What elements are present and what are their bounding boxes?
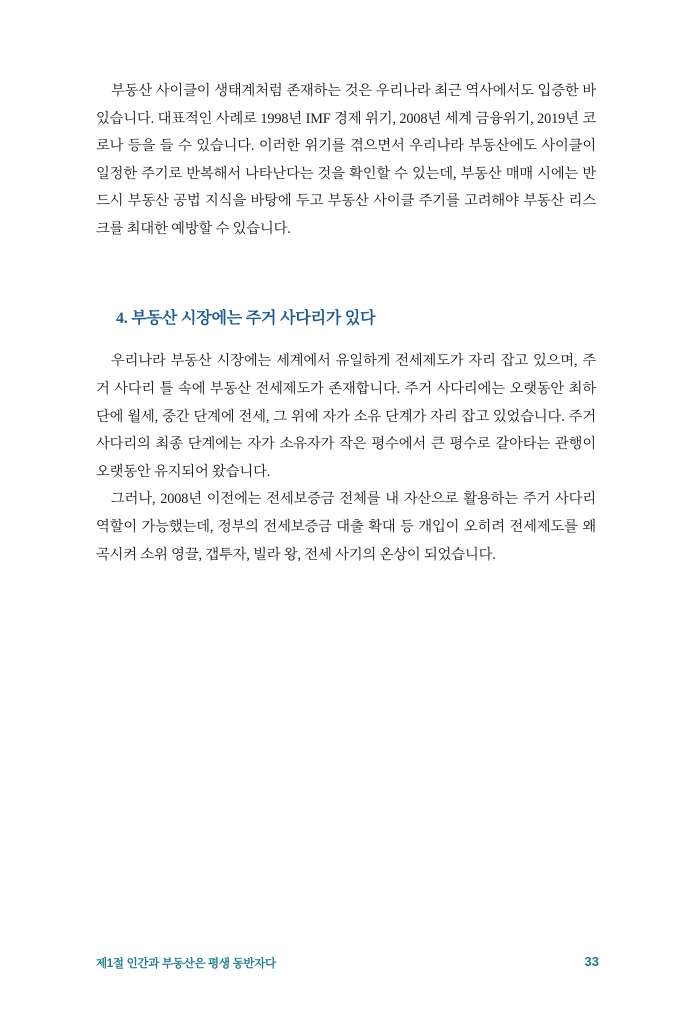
intro-paragraph: 부동산 사이클이 생태계처럼 존재하는 것은 우리나라 최근 역사에서도 입증한 바 있습니다. 대표적인 사례로 1998년 IMF 경제 위기, 2008년 세계 금융위기, 2019년 코로나 등을 들 수 있습니다. 이러한 위기를 겪으면서 우리나라 부동산에도 사이클이 일정한 주기로 반복해서 나타난다는 것을 확인할 수 있는데, 부동산 매매 시에는 반드시 부동산 공법 지식을 바탕에 두고 부동산 사이클 주기를 고려해야 부동산 리스크를 최대한 예방할 수 있습니다. [96,83,596,237]
footer-page-number: 33 [584,954,599,969]
footer-chapter-label: 제1절 인간과 부동산은 평생 동반자다 [96,958,276,970]
page-footer [0,955,691,985]
paragraph-spacer [96,243,596,305]
heading-spacer [96,328,596,348]
section-paragraph-2: 그러나, 2008년 이전에는 전세보증금 전체를 내 자산으로 활용하는 주거 사다리 역할이 가능했는데, 정부의 전세보증금 대출 확대 등 개입이 오히려 전세제도를 왜곡시켜 소위 영끌, 갭투자, 빌라 왕, 전세 사기의 온상이 되었습니다. [96,491,596,563]
section-heading-block [96,305,596,328]
section-heading: 4. 부동산 시장에는 주거 사다리가 있다 [116,310,376,328]
section-paragraph-1: 우리나라 부동산 시장에는 세계에서 유일하게 전세제도가 자리 잡고 있으며, 주거 사다리 틀 속에 부동산 전세제도가 존재합니다. 주거 사다리에는 오랫동안 최하단에 월세, 중간 단계에 전세, 그 위에 자가 소유 단계가 자리 잡고 있었습니다. 주거 사다리의 최종 단계에는 자가 소유자가 작은 평수에서 큰 평수로 갈아타는 관행이 오랫동안 유지되어 왔습니다. [96,353,596,480]
page-content [96,78,596,569]
